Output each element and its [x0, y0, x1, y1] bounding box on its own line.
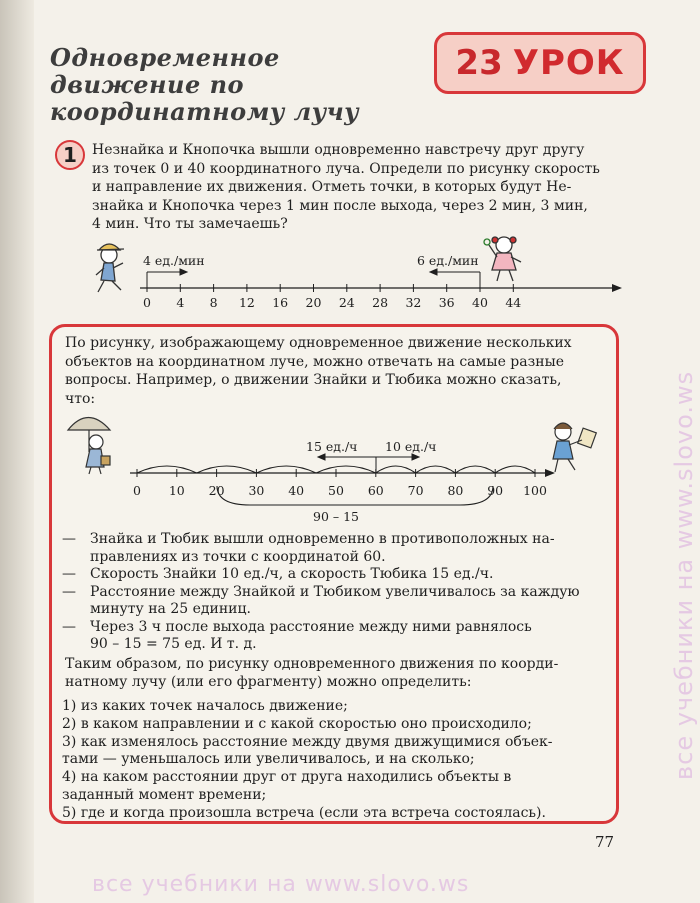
ray-2-arrowhead — [545, 469, 555, 477]
movement-arc — [455, 466, 495, 473]
task-line: знайка и Кнопочка через 1 мин после выхода, через 2 мин, 3 мин, — [92, 197, 588, 214]
list-line: тами — уменьшалось или увеличивалось, и на сколько; — [62, 751, 475, 768]
movement-arc — [197, 466, 257, 473]
title-line-3: координатному лучу — [50, 97, 360, 126]
conclusion-line: Таким образом, по рисунку одновременного движения по коорди- — [65, 656, 559, 672]
info-intro-line: объектов на координатном луче, можно отвечать на самые разные — [65, 353, 565, 370]
bullet-line: правлениях из точки с координатой 60. — [90, 548, 386, 565]
title-line-2: движение по — [50, 70, 245, 99]
bullet-line: Через 3 ч после выхода расстояние между ними равнялось — [90, 618, 532, 635]
conclusion-text — [65, 655, 611, 691]
ray-2-tick-label: 100 — [523, 483, 547, 498]
ray-1-tick-label: 44 — [505, 295, 522, 310]
lesson-word: УРОК — [512, 43, 625, 83]
bullet-item — [62, 584, 612, 619]
movement-arc — [137, 466, 197, 473]
list-line: 1) из каких точек началось движение; — [62, 698, 348, 714]
ray-2-tick-label: 30 — [248, 483, 265, 498]
list-line: 3) как изменялось расстояние между двумя движущимися объек- — [62, 733, 553, 750]
watermark-bottom: все учебники на www.slovo.ws — [92, 872, 470, 897]
tyubik-arrow-head — [318, 454, 325, 460]
ray-2-tick-label: 40 — [288, 483, 305, 498]
task-line: 4 мин. Что ты замечаешь? — [92, 216, 288, 232]
page-number: 77 — [595, 833, 615, 851]
lesson-number: 23 — [455, 43, 503, 83]
ray-1-tick-label: 20 — [305, 295, 322, 310]
numbered-list — [62, 698, 612, 823]
speed-label-neznaika: 4 ед./мин — [143, 253, 205, 268]
bullet-line: Знайка и Тюбик вышли одновременно в противоположных на- — [90, 531, 555, 547]
list-line: 5) где и когда произошла встреча (если эта встреча состоялась). — [62, 804, 546, 821]
speed-label-tyubik: 15 ед./ч — [306, 439, 358, 454]
bullet-dash: — — [62, 531, 76, 547]
movement-arc — [495, 466, 535, 473]
task-line: из точек 0 и 40 координатного луча. Определи по рисунку скорость — [92, 160, 600, 177]
bullet-line: 90 – 15 = 75 ед. И т. д. — [90, 636, 257, 652]
bullet-item — [62, 531, 612, 566]
ray-1-tick-label: 32 — [405, 295, 422, 310]
bullet-item — [62, 619, 612, 654]
ray-2-tick-label: 80 — [447, 483, 464, 498]
znaika-umbrella-figure-icon — [68, 418, 110, 475]
tyubik-figure-icon — [553, 423, 596, 472]
conclusion-line: натному лучу (или его фрагменту) можно определить: — [65, 674, 472, 690]
bullet-dash: — — [62, 566, 76, 582]
ray-1-tick-label: 36 — [438, 295, 455, 310]
bullet-line: Скорость Знайки 10 ед./ч, а скорость Тюбика 15 ед./ч. — [90, 566, 494, 582]
info-intro-line: По рисунку, изображающему одновременное движение нескольких — [65, 335, 572, 351]
movement-arc — [376, 466, 416, 473]
info-intro-line: что: — [65, 390, 96, 407]
bullet-item — [62, 566, 612, 584]
ray-2-tick-label: 20 — [208, 483, 225, 498]
ray-1-tick-label: 28 — [372, 295, 389, 310]
task-line: Незнайка и Кнопочка вышли одновременно навстречу друг другу — [92, 142, 585, 158]
ray-1-tick-label: 16 — [272, 295, 289, 310]
ray-2-tick-label: 10 — [168, 483, 185, 498]
ray-1-tick-label: 24 — [338, 295, 355, 310]
ray-1-tick-label: 12 — [238, 295, 255, 310]
movement-arc — [416, 466, 456, 473]
list-line: заданный момент времени; — [62, 786, 267, 803]
ray-2-tick-label: 0 — [133, 483, 141, 498]
list-line: 4) на каком расстоянии друг от друга находились объекты в — [62, 769, 512, 786]
ray-1-tick-label: 40 — [472, 295, 488, 310]
task-line: и направление их движения. Отметь точки, в которых будут Не- — [92, 179, 572, 195]
info-intro-line: вопросы. Например, о движении Знайки и Тюбика можно сказать, — [65, 372, 562, 388]
watermark-side: все учебники на www.slovo.ws — [670, 370, 698, 780]
ray-2-tick-label: 50 — [328, 483, 344, 498]
speed-label-knopochka: 6 ед./мин — [417, 253, 479, 268]
movement-arc — [316, 466, 376, 473]
speed-label-znaika: 10 ед./ч — [385, 439, 437, 454]
title-line-1: Одновременное — [50, 43, 280, 72]
movement-arc — [256, 466, 316, 473]
znaika-arrow-head — [412, 454, 419, 460]
difference-label: 90 – 15 — [313, 509, 360, 524]
ray-2-tick-label: 90 — [487, 483, 504, 498]
bullet-line: Расстояние между Знайкой и Тюбиком увеличивалось за каждую — [90, 583, 580, 600]
ray-2-tick-label: 60 — [367, 483, 384, 498]
ray-1-tick-label: 4 — [176, 295, 185, 310]
ray-1-tick-label: 8 — [209, 295, 218, 310]
list-line: 2) в каком направлении и с какой скоростью оно происходило; — [62, 715, 532, 732]
bullet-list — [62, 531, 612, 654]
ray-2-tick-label: 70 — [407, 483, 424, 498]
ray-1-tick-label: 0 — [143, 295, 151, 310]
bullet-dash: — — [62, 618, 76, 635]
task-number-badge: 1 — [55, 140, 85, 170]
bullet-line: минуту на 25 единиц. — [90, 601, 251, 617]
bullet-dash: — — [62, 583, 76, 600]
